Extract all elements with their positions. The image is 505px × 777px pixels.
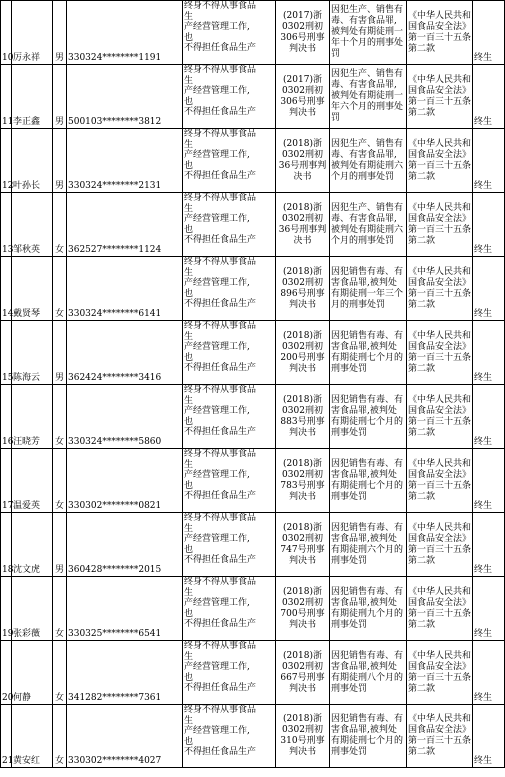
- table-row: [1, 129, 505, 193]
- gender-cell: 男: [53, 513, 67, 577]
- ban-scope-line: 也: [184, 288, 194, 299]
- row-number-cell: 10: [1, 1, 12, 65]
- id-number-cell: 330324********2131: [67, 129, 183, 193]
- ban-scope-line: 终身不得从事食品: [184, 129, 257, 139]
- judgment-cell: (2018)浙0302刑初36号刑事判决书: [276, 193, 330, 257]
- ban-scope-line: 生: [184, 267, 194, 278]
- offense-cell: 因犯生产、销售有毒、有害食品罪,被判处有期徒刑六个月的刑事处罚: [330, 193, 407, 257]
- ban-scope-line: 产经营管理工作,: [184, 150, 250, 161]
- legal-basis-cell: 《中华人民共和国食品安全法》第一百三十五条第二款: [407, 705, 473, 768]
- name-cell: 邹秋英: [12, 193, 53, 257]
- ban-scope-line: 终身不得从事食品: [184, 257, 257, 267]
- ban-scope-line: 终身不得从事食品: [184, 1, 257, 11]
- ban-scope-cell: [183, 641, 276, 705]
- name-cell: 黄安红: [12, 705, 53, 768]
- ban-scope-line: 不得担任食品生产: [184, 619, 257, 630]
- ban-scope-line: 不得担任食品生产: [184, 747, 257, 758]
- gender-cell: 女: [53, 385, 67, 449]
- name-cell: 戴贤琴: [12, 257, 53, 321]
- ban-scope-cell: [183, 129, 276, 193]
- offense-cell: 因犯销售有毒、有害食品罪,被判处有期徒刑六个月的刑事处罚: [330, 513, 407, 577]
- ban-scope-line: 生: [184, 75, 194, 86]
- legal-basis-cell: 《中华人民共和国食品安全法》第一百三十五条第二款: [407, 193, 473, 257]
- id-number-cell: 362424********3416: [67, 321, 183, 385]
- table-row: [1, 1, 505, 65]
- table-row: [1, 193, 505, 257]
- ban-period-cell: 终生: [473, 577, 505, 641]
- ban-scope-line: 产经营管理工作,: [184, 726, 250, 737]
- row-number-cell: 21: [1, 705, 12, 768]
- name-cell: 厉永祥: [12, 1, 53, 65]
- legal-basis-cell: 《中华人民共和国食品安全法》第一百三十五条第二款: [407, 513, 473, 577]
- ban-scope-line: 产经营管理工作,: [184, 278, 250, 289]
- table-row: [1, 513, 505, 577]
- ban-scope-line: 不得担任食品生产: [184, 43, 257, 54]
- ban-scope-line: 生: [184, 587, 194, 598]
- ban-period-cell: 终生: [473, 513, 505, 577]
- ban-scope-line: 不得担任食品生产: [184, 363, 257, 374]
- ban-scope-line: 产经营管理工作,: [184, 342, 250, 353]
- legal-basis-cell: 《中华人民共和国食品安全法》第一百三十五条第二款: [407, 321, 473, 385]
- judgment-cell: (2018)浙0302刑初783号刑事判决书: [276, 449, 330, 513]
- offense-cell: 因犯销售有毒、有害食品罪,被判处有期徒刑七个月的刑事处罚: [330, 705, 407, 768]
- judgment-cell: (2018)浙0302刑初310号刑事判决书: [276, 705, 330, 768]
- ban-scope-line: 产经营管理工作,: [184, 86, 250, 97]
- row-number-cell: 18: [1, 513, 12, 577]
- name-cell: 汪晓芳: [12, 385, 53, 449]
- ban-scope-line: 不得担任食品生产: [184, 107, 257, 118]
- legal-basis-cell: 《中华人民共和国食品安全法》第一百三十五条第二款: [407, 577, 473, 641]
- table-row: [1, 641, 505, 705]
- ban-scope-line: 产经营管理工作,: [184, 662, 250, 673]
- table-body: [1, 1, 505, 768]
- ban-scope-line: 也: [184, 352, 194, 363]
- gender-cell: 女: [53, 449, 67, 513]
- name-cell: 李正鑫: [12, 65, 53, 129]
- ban-scope-cell: [183, 321, 276, 385]
- ban-scope-line: 也: [184, 160, 194, 171]
- gender-cell: 女: [53, 641, 67, 705]
- id-number-cell: 500103********3812: [67, 65, 183, 129]
- ban-scope-line: 产经营管理工作,: [184, 598, 250, 609]
- judgment-cell: (2018)浙0302刑初200号刑事判决书: [276, 321, 330, 385]
- row-number-cell: 13: [1, 193, 12, 257]
- id-number-cell: 330325********6541: [67, 577, 183, 641]
- offense-cell: 因犯销售有毒、有害食品罪,被判处有期徒刑九个月的刑事处罚: [330, 577, 407, 641]
- judgment-cell: (2018)浙0302刑初896号刑事判决书: [276, 257, 330, 321]
- name-cell: 何静: [12, 641, 53, 705]
- ban-scope-line: 生: [184, 331, 194, 342]
- ban-scope-line: 产经营管理工作,: [184, 406, 250, 417]
- offense-cell: 因犯销售有毒、有害食品罪,被判处有期徒刑七个月的刑事处罚: [330, 321, 407, 385]
- row-number-cell: 11: [1, 65, 12, 129]
- ban-scope-cell: [183, 577, 276, 641]
- ban-scope-line: 产经营管理工作,: [184, 470, 250, 481]
- ban-scope-line: 终身不得从事食品: [184, 705, 257, 715]
- name-cell: 张彩薇: [12, 577, 53, 641]
- ban-scope-line: 也: [184, 416, 194, 427]
- legal-basis-cell: 《中华人民共和国食品安全法》第一百三十五条第二款: [407, 641, 473, 705]
- ban-scope-line: 生: [184, 715, 194, 726]
- row-number-cell: 14: [1, 257, 12, 321]
- ban-scope-line: 生: [184, 651, 194, 662]
- gender-cell: 男: [53, 65, 67, 129]
- row-number-cell: 20: [1, 641, 12, 705]
- ban-period-cell: 终生: [473, 705, 505, 768]
- ban-period-cell: 终生: [473, 1, 505, 65]
- row-number-cell: 17: [1, 449, 12, 513]
- id-number-cell: 330324********5860: [67, 385, 183, 449]
- ban-period-cell: 终生: [473, 449, 505, 513]
- legal-basis-cell: 《中华人民共和国食品安全法》第一百三十五条第二款: [407, 65, 473, 129]
- table-row: [1, 65, 505, 129]
- ban-period-cell: 终生: [473, 65, 505, 129]
- judgment-cell: (2018)浙0302刑初700号刑事判决书: [276, 577, 330, 641]
- table-row: [1, 449, 505, 513]
- ban-scope-cell: [183, 705, 276, 768]
- judgment-cell: (2018)浙0302刑初36号刑事判决书: [276, 129, 330, 193]
- ban-scope-line: 生: [184, 203, 194, 214]
- ban-scope-cell: [183, 65, 276, 129]
- ban-period-cell: 终生: [473, 257, 505, 321]
- offense-cell: 因犯销售有毒、有害食品罪,被判处有期徒刑七个月的刑事处罚: [330, 385, 407, 449]
- ban-scope-line: 不得担任食品生产: [184, 683, 257, 694]
- ban-scope-line: 也: [184, 672, 194, 683]
- ban-scope-line: 终身不得从事食品: [184, 321, 257, 331]
- offense-cell: 因犯销售有毒、有害食品罪,被判处有期徒刑八个月的刑事处罚: [330, 641, 407, 705]
- id-number-cell: 330302********4027: [67, 705, 183, 768]
- offense-cell: 因犯销售有毒、有害食品罪,被判处有期徒刑七个月的刑事处罚: [330, 449, 407, 513]
- gender-cell: 男: [53, 321, 67, 385]
- ban-scope-line: 生: [184, 395, 194, 406]
- ban-scope-line: 也: [184, 96, 194, 107]
- offense-cell: 因犯销售有毒、有害食品罪,被判处有期徒刑一年三个月的刑事处罚: [330, 257, 407, 321]
- offense-cell: 因犯生产、销售有毒、有害食品罪,被判处有期徒刑一年十个月的刑事处罚: [330, 1, 407, 65]
- judgment-cell: (2018)浙0302刑初747号刑事判决书: [276, 513, 330, 577]
- ban-period-cell: 终生: [473, 641, 505, 705]
- legal-basis-cell: 《中华人民共和国食品安全法》第一百三十五条第二款: [407, 449, 473, 513]
- ban-period-cell: 终生: [473, 129, 505, 193]
- row-number-cell: 12: [1, 129, 12, 193]
- gender-cell: 女: [53, 257, 67, 321]
- table-row: [1, 705, 505, 768]
- gender-cell: 男: [53, 1, 67, 65]
- id-number-cell: 360428********2015: [67, 513, 183, 577]
- offense-cell: 因犯生产、销售有毒、有害食品罪,被判处有期徒刑六个月的刑事处罚: [330, 129, 407, 193]
- ban-scope-cell: [183, 1, 276, 65]
- ban-scope-line: 也: [184, 224, 194, 235]
- ban-scope-cell: [183, 257, 276, 321]
- row-number-cell: 19: [1, 577, 12, 641]
- row-number-cell: 15: [1, 321, 12, 385]
- ban-scope-line: 终身不得从事食品: [184, 385, 257, 395]
- ban-scope-line: 终身不得从事食品: [184, 449, 257, 459]
- name-cell: 沈文虎: [12, 513, 53, 577]
- ban-scope-line: 也: [184, 736, 194, 747]
- table-row: [1, 257, 505, 321]
- ban-scope-line: 生: [184, 459, 194, 470]
- gender-cell: 女: [53, 705, 67, 768]
- name-cell: 叶孙长: [12, 129, 53, 193]
- name-cell: 陈海云: [12, 321, 53, 385]
- ban-scope-line: 不得担任食品生产: [184, 427, 257, 438]
- table-row: [1, 321, 505, 385]
- judgment-cell: (2018)浙0302刑初667号刑事判决书: [276, 641, 330, 705]
- ban-scope-line: 也: [184, 608, 194, 619]
- gender-cell: 女: [53, 577, 67, 641]
- legal-basis-cell: 《中华人民共和国食品安全法》第一百三十五条第二款: [407, 129, 473, 193]
- ban-scope-cell: [183, 193, 276, 257]
- ban-scope-line: 产经营管理工作,: [184, 534, 250, 545]
- ban-period-cell: 终生: [473, 193, 505, 257]
- ban-scope-line: 不得担任食品生产: [184, 491, 257, 502]
- gender-cell: 女: [53, 193, 67, 257]
- ban-scope-line: 产经营管理工作,: [184, 214, 250, 225]
- id-number-cell: 330324********6141: [67, 257, 183, 321]
- ban-scope-line: 生: [184, 139, 194, 150]
- ban-scope-cell: [183, 449, 276, 513]
- judgment-cell: (2018)浙0302刑初883号刑事判决书: [276, 385, 330, 449]
- legal-basis-cell: 《中华人民共和国食品安全法》第一百三十五条第二款: [407, 1, 473, 65]
- ban-scope-line: 终身不得从事食品: [184, 513, 257, 523]
- ban-scope-line: 不得担任食品生产: [184, 171, 257, 182]
- table-row: [1, 385, 505, 449]
- ban-scope-line: 生: [184, 11, 194, 22]
- id-number-cell: 330324********1191: [67, 1, 183, 65]
- ban-scope-line: 终身不得从事食品: [184, 65, 257, 75]
- ban-scope-line: 生: [184, 523, 194, 534]
- ban-scope-line: 不得担任食品生产: [184, 299, 257, 310]
- id-number-cell: 341282********7361: [67, 641, 183, 705]
- ban-scope-line: 终身不得从事食品: [184, 577, 257, 587]
- ban-scope-line: 终身不得从事食品: [184, 193, 257, 203]
- gender-cell: 男: [53, 129, 67, 193]
- ban-scope-line: 产经营管理工作,: [184, 22, 250, 33]
- judgment-cell: (2017)浙0302刑初306号刑事判决书: [276, 65, 330, 129]
- ban-scope-line: 也: [184, 480, 194, 491]
- name-cell: 温爱英: [12, 449, 53, 513]
- row-number-cell: 16: [1, 385, 12, 449]
- ban-scope-line: 不得担任食品生产: [184, 235, 257, 246]
- offense-cell: 因犯生产、销售有毒、有害食品罪,被判处有期徒刑一年六个月的刑事处罚: [330, 65, 407, 129]
- ban-scope-line: 不得担任食品生产: [184, 555, 257, 566]
- id-number-cell: 362527********1124: [67, 193, 183, 257]
- legal-basis-cell: 《中华人民共和国食品安全法》第一百三十五条第二款: [407, 257, 473, 321]
- ban-scope-line: 也: [184, 32, 194, 43]
- ban-period-cell: 终生: [473, 321, 505, 385]
- ban-scope-cell: [183, 385, 276, 449]
- ban-period-cell: 终生: [473, 385, 505, 449]
- ban-scope-line: 也: [184, 544, 194, 555]
- id-number-cell: 330302********0821: [67, 449, 183, 513]
- table-row: [1, 577, 505, 641]
- ban-scope-cell: [183, 513, 276, 577]
- ban-scope-line: 终身不得从事食品: [184, 641, 257, 651]
- judgment-cell: (2017)浙0302刑初306号刑事判决书: [276, 1, 330, 65]
- legal-basis-cell: 《中华人民共和国食品安全法》第一百三十五条第二款: [407, 385, 473, 449]
